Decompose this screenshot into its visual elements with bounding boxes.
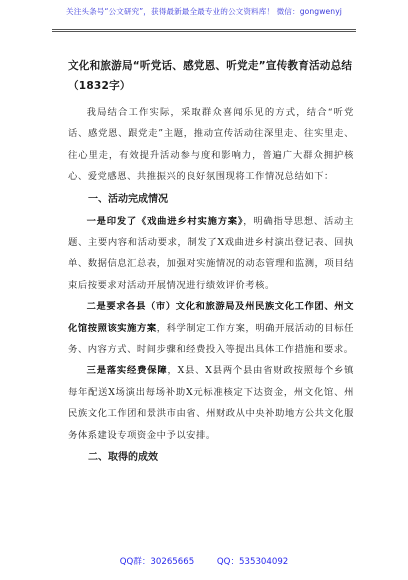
header-divider-secondary [52,31,356,32]
header-divider [52,29,356,30]
section-heading-1: 一、活动完成情况 [88,193,168,205]
paragraph-1-body: ，明确指导思想、活动主题、主要内容和活动要求，制发了X戏曲进乡村演出登记表、回执单、数据信息汇总表，加强对实施情况的动态管理和监测，项目结束后按要求对活动开展情况进行绩效评价考核。 [68,215,354,291]
document-title: 文化和旅游局“听党话、感党恩、听党走”宣传教育活动总结（1832字） [68,60,353,92]
document-body [68,56,354,469]
header-banner: 关注头条号“公文研究”，获得最新最全最专业的公文资料库！ 微信：gongwenyj [66,7,342,16]
footer-qq: QQ：535304092 [216,557,289,567]
paragraph-3-body: ，X县、X县两个县由省财政按照每个乡镇每年配送X场演出每场补助X元标准核定下达资金，州文化馆、州民族文化工作团和景洪市由省、州财政从中央补助地方公共文化服务体系建设专项资金中予以安排。 [68,365,355,441]
paragraph-2 [68,296,354,360]
paragraph-2-body: ，科学制定工作方案，明确开展活动的目标任务、内容方式、时间步骤和经费投入等提出具体工作措施和要求。 [68,322,354,356]
paragraph-1 [68,211,354,297]
intro-paragraph: 我局结合工作实际，采取群众喜闻乐见的方式，结合“听党话、感党恩、跟党走”主题，推动宣传活动往深里走、往实里走、往心里走，有效提升活动参与度和影响力，普遍广大群众拥护核心、爱党感恩、共推振兴的良好氛围现将工作情况总结如下： [68,107,354,183]
footer-qq-group: QQ群：30265665 [119,557,195,567]
paragraph-2-lead: 二是要求各县（市）文化和旅游局及州民族文化工作团、州文化馆按照该实施方案 [68,301,354,334]
paragraph-1-lead: 一是印发了《戏曲进乡村实施方案》 [86,215,244,227]
section-heading-2: 二、取得的成效 [88,452,158,464]
paragraph-3-lead: 三是落实经费保障 [86,365,168,377]
paragraph-3 [68,360,354,446]
footer-contact [0,555,408,567]
